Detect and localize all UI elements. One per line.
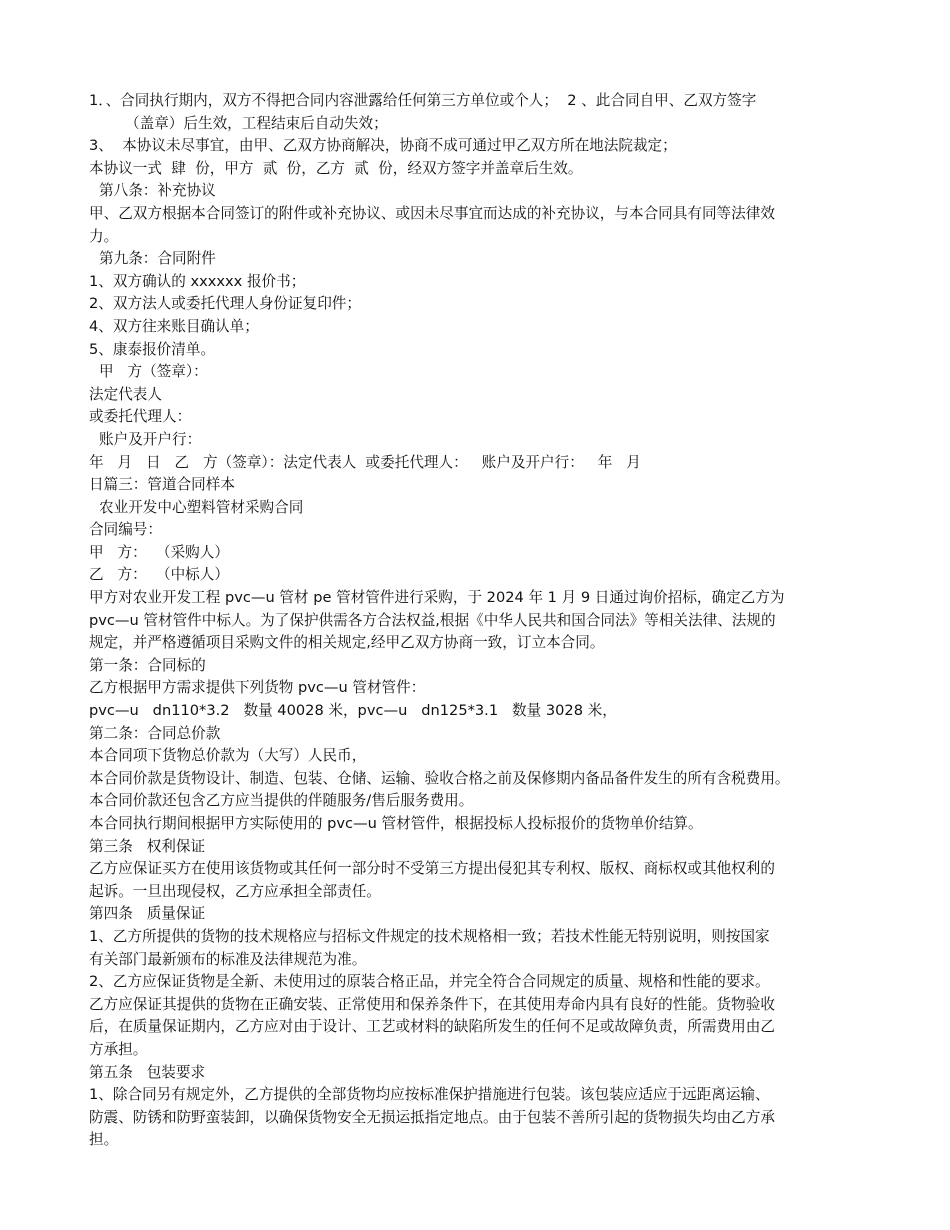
text-line: 防震、防锈和防野蛮装卸，以确保货物安全无损运抵指定地点。由于包装不善所引起的货物损失均由乙方承: [89, 1108, 775, 1126]
list-item: 4、双方往来账目确认单；: [89, 317, 259, 335]
list-item: 5、康泰报价清单。: [89, 340, 216, 358]
text-line: 力。: [89, 227, 119, 245]
text-line: 3、 本协议未尽事宜，由甲、乙双方协商解决，协商不成可通过甲乙双方所在地法院裁定；: [89, 137, 677, 155]
text-line: pvc—u 管材管件中标人。为了保护供需各方合法权益,根据《中华人民共和国合同法》等相关法律、法规的: [89, 611, 776, 629]
text-line: 乙方应保证其提供的货物在正确安装、正常使用和保养条件下，在其使用寿命内具有良好的性能。货物验收: [89, 995, 775, 1013]
signature-line: 甲 方（签章）：: [99, 363, 208, 381]
section-heading: 第八条：补充协议: [99, 182, 216, 200]
text-line: 本协议一式 肆 份，甲方 贰 份，乙方 贰 份，经双方签字并盖章后生效。: [89, 159, 583, 177]
text-line: 后，在质量保证期内，乙方应对由于设计、工艺或材料的缺陷所发生的任何不足或故障负责，所需费用由乙: [89, 1018, 775, 1036]
text-line: 甲方对农业开发工程 pvc—u 管材 pe 管材管件进行采购，于 2024 年 1 月 9 日通过询价招标，确定乙方为: [89, 589, 785, 607]
text-line: 本合同项下货物总价款为（大写）人民币，: [89, 747, 367, 765]
section-heading: 第二条：合同总价款: [89, 724, 221, 742]
list-item: 2、双方法人或委托代理人身份证复印件；: [89, 295, 361, 313]
text-line: 担。: [89, 1131, 119, 1149]
text-line: 2、乙方应保证货物是全新、未使用过的原装合格正品，并完全符合合同规定的质量、规格和性能的要求。: [89, 973, 770, 991]
signature-line: 法定代表人: [89, 385, 162, 403]
text-line: 有关部门最新颁布的标准及法律规范为准。: [89, 950, 367, 968]
text-line: 本合同价款还包含乙方应当提供的伴随服务/售后服务费用。: [89, 792, 474, 810]
text-line: 乙方应保证买方在使用该货物或其任何一部分时不受第三方提出侵犯其专利权、版权、商标权或其他权利的: [89, 860, 775, 878]
text-line: 方承担。: [89, 1040, 148, 1058]
signature-line: 或委托代理人：: [89, 408, 192, 426]
section-heading: 第一条：合同标的: [89, 656, 206, 674]
section-heading: 第五条 包装要求: [89, 1063, 206, 1081]
signature-line: 账户及开户行：: [99, 430, 202, 448]
text-line: 1．、合同执行期内，双方不得把合同内容泄露给任何第三方单位或个人； 2 、此合同自甲、乙双方签字: [89, 92, 757, 109]
text-line: 1、乙方所提供的货物的技术规格应与招标文件规定的技术规格相一致；若技术性能无特别说明，则按国家: [89, 927, 770, 945]
text-line: pvc—u dn110*3.2 数量 40028 米，pvc—u dn125*3.1 数量 3028 米，: [89, 702, 617, 720]
signature-line: 年 月 日 乙 方（签章）：法定代表人 或委托代理人： 账户及开户行： 年 月: [89, 453, 641, 471]
text-line: 本合同价款是货物设计、制造、包装、仓储、运输、验收合格之前及保修期内备品备件发生的所有含税费用。: [89, 769, 790, 787]
text-line: 日篇三：管道合同样本: [89, 476, 235, 494]
text-line: 合同编号：: [89, 521, 162, 539]
text-line: 甲 方： （采购人）: [89, 543, 229, 561]
section-heading: 第四条 质量保证: [89, 905, 206, 923]
text-line: 乙 方： （中标人）: [89, 566, 229, 584]
text-line: 本合同执行期间根据甲方实际使用的 pvc—u 管材管件，根据投标人投标报价的货物单价结算。: [89, 815, 703, 832]
document-title: 农业开发中心塑料管材采购合同: [99, 498, 304, 516]
text-line: 规定，并严格遵循项目采购文件的相关规定,经甲乙双方协商一致，订立本合同。: [89, 634, 605, 652]
text-line: （盖章）后生效，工程结束后自动失效；: [125, 114, 388, 132]
text-line: 起诉。一旦出现侵权，乙方应承担全部责任。: [89, 882, 381, 900]
section-heading: 第九条：合同附件: [99, 250, 216, 268]
text-line: 甲、乙双方根据本合同签订的附件或补充协议、或因未尽事宜而达成的补充协议，与本合同具有同等法律效: [89, 204, 775, 222]
list-item: 1、双方确认的 xxxxxx 报价书；: [89, 272, 306, 290]
text-line: 乙方根据甲方需求提供下列货物 pvc—u 管材管件：: [89, 679, 426, 697]
section-heading: 第三条 权利保证: [89, 837, 206, 855]
text-line: 1、除合同另有规定外，乙方提供的全部货物均应按标准保护措施进行包装。该包装应适应于远距离运输、: [89, 1086, 770, 1104]
